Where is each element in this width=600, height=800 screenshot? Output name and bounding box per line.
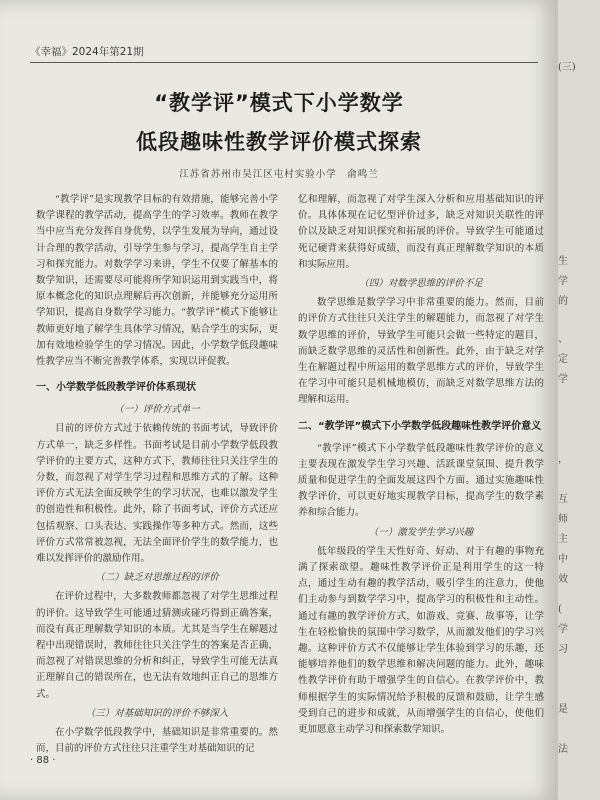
author-byline: 江苏省苏州市吴江区屯村实验小学 俞鸣兰 — [179, 169, 379, 180]
next-page-fragment: 是 — [558, 704, 568, 715]
next-page-fragment: 效 — [558, 574, 568, 585]
next-page-fragment: 师 — [558, 514, 568, 525]
next-page-fragment: 的 — [558, 296, 568, 307]
body-paragraph: 在评价过程中，大多数教师都忽视了对学生思维过程的评价。这导致学生可能通过猜测或碰巧得到正确答案，而没有真正理解数学知识的本质。尤其是当学生在解题过程中出现错误时，教师往往只关注学生的答案是否正确，而忽视了对错误思维的分析和纠正，导致学生可能无法真正理解自己的错误所在，也无法有效地纠正自己的思维方式。 — [36, 591, 278, 700]
next-page-fragment: 生 — [558, 256, 568, 267]
intro-paragraph: “教学评”是实现教学目标的有效措施，能够完善小学数学课程的教学活动，提高学生的学习效率。教师在教学当中应当充分发挥自身优势，以学生发展为导向，通过设计合理的教学活动，引导学生参与学习，提高学生自主学习和探究能力。对数学学习来讲，学生不仅要了解基本的数学知识，还需要尽可能将所学知识运用到实践当中，将原本概念化的知识点理解后再次创新，并能够充分运用所学知识，提高自身数学学习能力。“教学评”模式下能够让教师更好地了解学生具体学习情况，贴合学生的实际，更加有效地检验学生的学习情况。因此，小学数学低段趣味性教学应当不断完善教学体系，实现以评促教。 — [36, 194, 278, 368]
next-page-fragment: (三) — [558, 62, 576, 73]
body-paragraph: 目前的评价方式过于依赖传统的书面考试，导致评价方式单一，缺乏多样性。书面考试是目前小学数学低段教学评价的主要方式，这种方式下，教师往往只关注学生的分数，而忽视了对学生学习过程和思维方式的了解。这种评价方式无法全面反映学生的学习状况，也难以激发学生的创造性和积极性。此外，除了书面考试，评价方式还应包括观察、口头表达、实践操作等多种方式。然而，这些评价方式常常被忽视，无法全面评价学生的数学能力，也难以发挥评价的激励作用。 — [36, 423, 278, 565]
next-page-fragment: 习 — [558, 644, 568, 655]
subsection-heading: （一）评价方式单一 — [114, 404, 200, 416]
next-page-fragment: 学 — [558, 374, 568, 385]
next-page-edge — [551, 0, 600, 800]
left-column — [36, 192, 278, 758]
next-page-fragment: ， — [558, 454, 568, 465]
body-paragraph: 在小学数学低段教学中，基础知识是非常重要的。然而，目前的评价方式往往只注重学生对基础知识的记 — [36, 727, 278, 755]
subsection-heading: （三）对基础知识的评价不够深入 — [85, 707, 229, 719]
body-paragraph: 忆和理解，而忽视了对学生深入分析和应用基础知识的评价。具体体现在记忆型评价过多，缺乏对知识关联性的评价以及缺乏对知识探究和拓展的评价。导致学生可能通过死记硬背来获得好成绩，而没有真正理解数学知识的本质和实际应用。 — [298, 194, 544, 270]
next-page-fragment: 主 — [558, 534, 568, 545]
next-page-fragment: 中 — [558, 554, 568, 565]
journal-header: 《幸福》2024年第21期 — [30, 44, 538, 63]
subsection-heading: （四）对数学思维的评价不足 — [359, 278, 483, 290]
next-page-fragment: 学 — [558, 624, 568, 635]
subsection-heading: （一）激发学生学习兴趣 — [368, 526, 474, 538]
page-number: · 88 · — [30, 755, 56, 766]
body-paragraph: 数学思维是数学学习中非常重要的能力。然而，目前的评价方式往往只关注学生的解题能力，而忽视了对学生数学思维的评价，导致学生可能只会做一些特定的题目，而缺乏数学思维的灵活性和创新性。此外，由于缺乏对学生在解题过程中所运用的数学思维方式的评价，导致学生在学习中可能只是机械地模仿，而缺乏对数学思维方法的理解和运用。 — [298, 297, 544, 406]
subsection-heading: （二）缺乏对思维过程的评价 — [95, 572, 219, 584]
right-column — [298, 192, 544, 738]
next-page-fragment: 学 — [558, 276, 568, 287]
next-page-fragment: 法 — [558, 744, 568, 755]
body-paragraph: 低年级段的学生天性好奇、好动、对于有趣的事物充满了探索欲望。趣味性教学评价正是利用学生的这一特点，通过生动有趣的教学活动，吸引学生的注意力，使他们主动参与到数学学习中，提高学习的积极性和主动性。通过有趣的教学评价方式，如游戏、竞赛、故事等，让学生在轻松愉快的氛围中学习数学，从而激发他们的学习兴趣。这种评价方式不仅能够让学生体验到学习的乐趣，还能够培养他们的数学思维和解决问题的能力。此外，趣味性教学评价有助于增强学生的自信心。在教学评价中，教师根据学生的实际情况给予积极的反馈和鼓励，让学生感受到自己的进步和成就，从而增强学生的自信心，使他们更加愿意主动学习和探索数学知识。 — [298, 545, 544, 736]
section-heading: 一、小学数学低段教学评价体系现状 — [36, 382, 196, 394]
next-page-fragment: 互 — [558, 494, 568, 505]
next-page-fragment: 定 — [558, 354, 568, 365]
next-page-fragment: 、 — [558, 334, 568, 345]
article-title-line2: 低段趣味性教学评价模式探索 — [136, 130, 422, 154]
article-title-line1: “教学评”模式下小学数学 — [154, 91, 404, 115]
next-page-fragment: ( — [558, 604, 562, 615]
body-paragraph: “教学评”模式下小学数学低段趣味性教学评价的意义主要表现在激发学生学习兴趣、活跃课堂氛围、提升教学质量和促进学生的全面发展这四个方面。通过实施趣味性教学评价，可以更好地实现教学目标，提高学生的数学素养和综合能力。 — [298, 442, 544, 519]
section-heading: 二、“教学评”模式下小学数学低段趣味性教学评价意义 — [298, 420, 542, 432]
